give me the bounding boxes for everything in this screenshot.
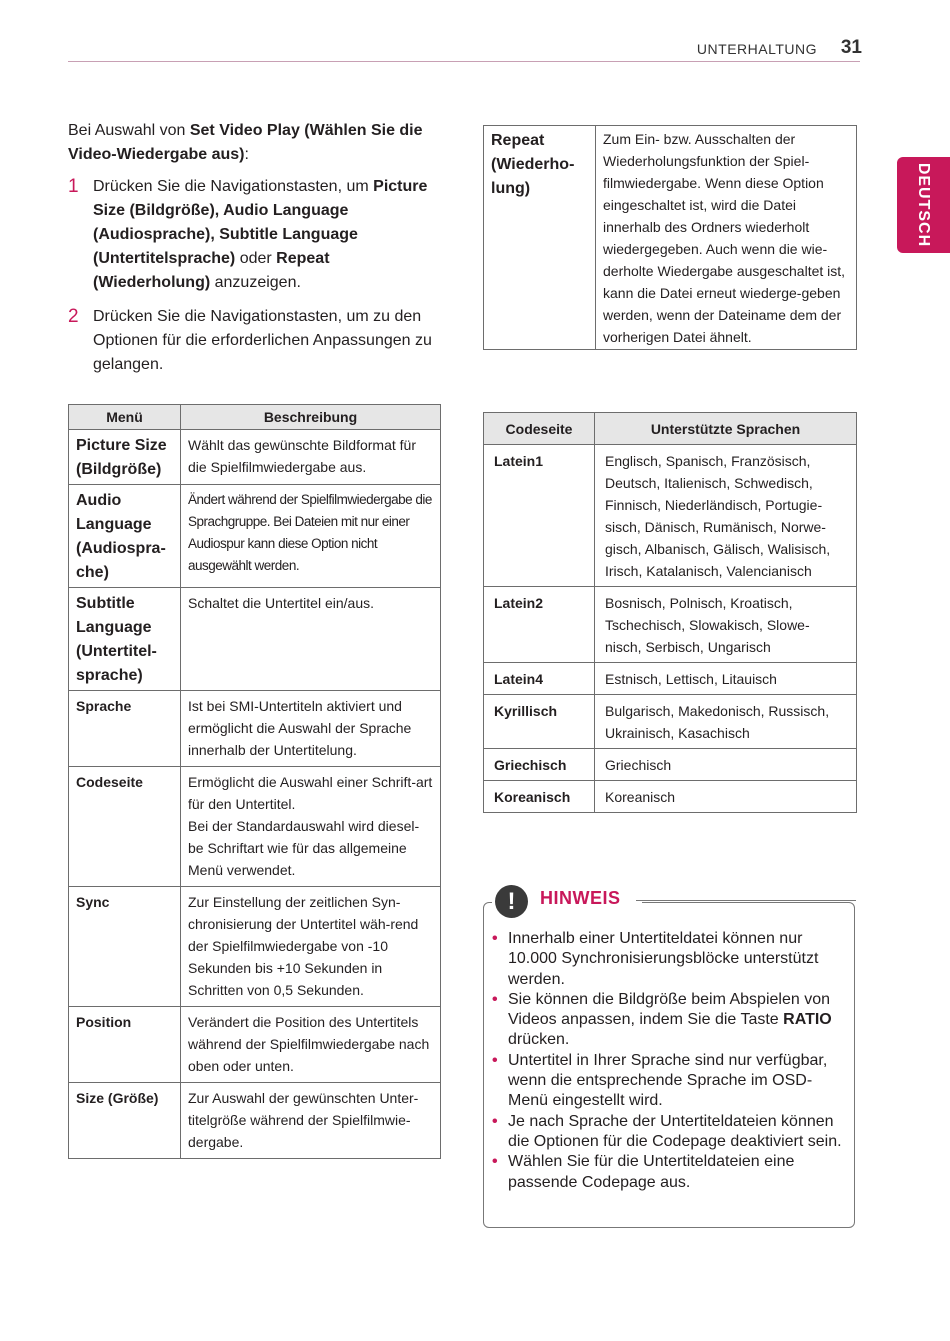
description-cell: Verändert die Position des Untertitels während der Spielfilmwiedergabe nach oben oder unten. <box>181 1007 441 1083</box>
description-cell: Zur Auswahl der gewünschten Unter-titelgröße während der Spielfilmwie-dergabe. <box>181 1083 441 1159</box>
menu-cell: Size (Größe) <box>69 1083 181 1159</box>
menu-cell: Audio Language (Audiospra-che) <box>69 485 181 588</box>
step-text-part: Drücken Sie die Navigationstasten, um <box>93 178 374 195</box>
list-item <box>492 1112 844 1153</box>
description-cell: Ändert während der Spielfilmwiedergabe die Sprachgruppe. Bei Dateien mit nur einer Audiospur kann diese Option nicht ausgewählt werden. <box>181 485 441 588</box>
column-header-menu: Menü <box>69 405 181 430</box>
exclamation-icon: ! <box>495 885 528 918</box>
menu-cell: Sprache <box>69 691 181 767</box>
languages-cell: Griechisch <box>595 749 857 781</box>
table-row <box>69 588 441 691</box>
list-item <box>492 990 844 1051</box>
languages-cell: Koreanisch <box>595 781 857 813</box>
note-text: Innerhalb einer Untertiteldatei können nur 10.000 Synchronisierungsblöcke unterstützt werden. <box>508 930 819 988</box>
intro-bold-text: Set Video Play (Wählen Sie die Video-Wiedergabe aus) <box>68 122 423 163</box>
list-item <box>492 1051 844 1112</box>
header-rule <box>68 61 860 62</box>
codepage-table <box>483 412 857 813</box>
note-title-rule <box>636 900 856 901</box>
table-row <box>484 587 857 663</box>
table-row <box>484 663 857 695</box>
note-text: Sie können die Bildgröße beim Abspielen von Videos anpassen, indem Sie die Taste <box>508 990 830 1029</box>
description-cell: Zum Ein- bzw. Ausschalten der Wiederholungsfunktion der Spiel-filmwiedergabe. Wenn diese Option eingeschaltet ist, wird die Datei innerhalb des Ordners wiederholt wiedergegeben. Auch wenn die wie-derholte Wiedergabe ausgeschaltet ist, kann die Datei erneut wiederge-geben werden, wenn der Dateiname dem der vorherigen Datei ähnelt. <box>596 126 857 350</box>
step-text <box>93 175 443 295</box>
step-text-part: oder <box>235 250 277 267</box>
menu-cell: Sync <box>69 887 181 1007</box>
codepage-cell: Griechisch <box>484 749 595 781</box>
description-cell: Zur Einstellung der zeitlichen Syn-chronisierung der Untertitel wäh-rend der Spielfilmwiedergabe von -10 Sekunden bis +10 Sekunden in Schritten von 0,5 Sekunden. <box>181 887 441 1007</box>
table-row <box>69 1083 441 1159</box>
table-row <box>69 485 441 588</box>
column-header-description: Beschreibung <box>181 405 441 430</box>
note-title: HINWEIS <box>540 888 621 908</box>
step-number: 2 <box>68 306 79 327</box>
table-row <box>484 781 857 813</box>
step-text-bold: Picture Size (Bildgröße), Audio Language (Audiosprache), Subtitle Language (Untertitelsprache) <box>93 178 428 267</box>
language-side-tab <box>897 157 950 253</box>
note-text: Untertitel in Ihrer Sprache sind nur verfügbar, wenn die entsprechende Sprache im OSD-Menü eingestellt wird. <box>508 1051 828 1110</box>
languages-cell: Estnisch, Lettisch, Litauisch <box>595 663 857 695</box>
intro-text: Bei Auswahl von <box>68 122 190 139</box>
menu-table <box>68 404 441 1159</box>
step-2 <box>68 305 443 377</box>
intro-paragraph <box>68 119 443 167</box>
table-row <box>484 695 857 749</box>
menu-cell: Picture Size (Bildgröße) <box>69 430 181 485</box>
codepage-cell: Koreanisch <box>484 781 595 813</box>
languages-cell: Bosnisch, Polnisch, Kroatisch, Tschechisch, Slowakisch, Slowe-nisch, Serbisch, Ungarisch <box>595 587 857 663</box>
table-row <box>484 749 857 781</box>
repeat-table <box>483 125 857 350</box>
note-text: Je nach Sprache der Untertiteldateien können die Optionen für die Codepage deaktiviert sein. <box>508 1112 842 1150</box>
table-row <box>69 887 441 1007</box>
step-text-part: anzuzeigen. <box>210 274 301 291</box>
menu-cell: Codeseite <box>69 767 181 887</box>
note-list <box>492 929 844 1193</box>
table-row <box>69 430 441 485</box>
menu-cell: Position <box>69 1007 181 1083</box>
table-row <box>484 126 857 350</box>
table-header-row <box>69 405 441 430</box>
step-text: Drücken Sie die Navigationstasten, um zu den Optionen für die erforderlichen Anpassungen zu gelangen. <box>93 308 432 373</box>
step-text-bold: Repeat (Wiederholung) <box>93 250 330 291</box>
codepage-cell: Latein2 <box>484 587 595 663</box>
intro-colon: : <box>244 146 249 163</box>
languages-cell: Englisch, Spanisch, Französisch, Deutsch, Italienisch, Schwedisch, Finnisch, Niederländisch, Portugie-sisch, Dänisch, Rumänisch, Norwe-gisch, Albanisch, Gälisch, Walisisch, Irisch, Katalanisch, Valencianisch <box>595 445 857 587</box>
step-number: 1 <box>68 176 79 197</box>
table-header-row <box>484 413 857 445</box>
menu-cell: Subtitle Language (Untertitel-sprache) <box>69 588 181 691</box>
list-item <box>492 1152 844 1193</box>
column-header-languages: Unterstützte Sprachen <box>595 413 857 445</box>
description-cell: Wählt das gewünschte Bildformat für die Spielfilmwiedergabe aus. <box>181 430 441 485</box>
codepage-cell: Latein1 <box>484 445 595 587</box>
note-text-bold: RATIO <box>783 1011 832 1029</box>
section-title: UNTERHALTUNG <box>696 41 817 57</box>
description-cell: Ermöglicht die Auswahl einer Schrift-art für den Untertitel. Bei der Standardauswahl wird diesel-be Schriftart wie für das allgemeine Menü verwendet. <box>181 767 441 887</box>
codepage-cell: Kyrillisch <box>484 695 595 749</box>
page-number: 31 <box>840 37 862 58</box>
description-cell: Ist bei SMI-Untertiteln aktiviert und ermöglicht die Auswahl der Sprache innerhalb der Untertitelung. <box>181 691 441 767</box>
language-side-tab-label: DEUTSCH <box>915 162 932 248</box>
note-text: Wählen Sie für die Untertiteldateien eine passende Codepage aus. <box>508 1153 795 1191</box>
list-item <box>492 929 844 990</box>
table-row <box>69 691 441 767</box>
menu-cell: Repeat (Wiederho-lung) <box>484 126 596 350</box>
table-row <box>69 1007 441 1083</box>
note-text: drücken. <box>508 1031 570 1049</box>
languages-cell: Bulgarisch, Makedonisch, Russisch, Ukrainisch, Kasachisch <box>595 695 857 749</box>
step-1 <box>68 175 443 295</box>
column-header-codepage: Codeseite <box>484 413 595 445</box>
codepage-cell: Latein4 <box>484 663 595 695</box>
table-row <box>69 767 441 887</box>
description-cell: Schaltet die Untertitel ein/aus. <box>181 588 441 691</box>
table-row <box>484 445 857 587</box>
